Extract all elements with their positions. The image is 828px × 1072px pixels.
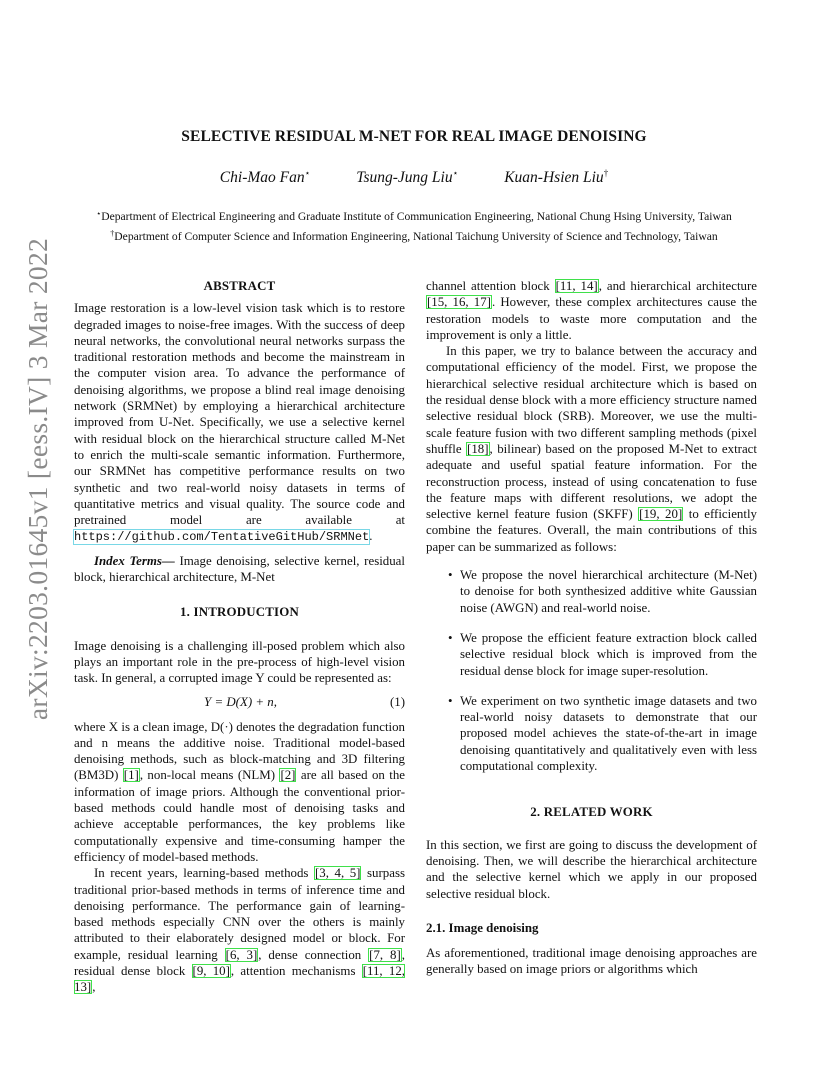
abstract-heading: ABSTRACT [203, 279, 276, 293]
equation-number: (1) [389, 695, 405, 710]
bullet-icon: • [448, 568, 453, 583]
right-column [426, 278, 757, 978]
bullet-icon: • [448, 693, 453, 708]
source-code-link[interactable]: https://github.com/TentativeGitHub/SRMNet [74, 530, 370, 545]
bullet-icon: • [448, 630, 453, 645]
author-list [0, 168, 828, 187]
citation-link[interactable]: [19, 20] [639, 507, 683, 522]
arxiv-identifier: arXiv:2203.01645v1 [eess.IV] 3 Mar 2022 [22, 237, 53, 721]
abstract-text: Image restoration is a low-level vision task which is to restore degraded images to noise-free images. With the success of deep neural networks, the convolutional neural networks surpass the traditional restoration methods and become the mainstream in the computer vision area. To advance the performance of denoising algorithms, we propose a blind real image denoising network (SRMNet) by employing a hierarchical architecture improved from U-Net. Specifically, we use a selective kernel with residual block on the hierarchical structure called M-Net to enrich the multi-scale semantic information. Furthermore, our SRMNet has competitive performance results on two synthetic and two real-world noisy datasets in terms of quantitative metrics and visual quality. The source code and pretrained model are available at https://github.com/TentativeGitHub/SRMNet. [74, 301, 405, 545]
citation-link[interactable]: [9, 10] [192, 963, 230, 978]
citation-link[interactable]: [3, 4, 5] [315, 866, 361, 881]
citation-link[interactable]: [1] [123, 768, 139, 783]
equation [74, 690, 405, 716]
contribution-list [426, 567, 757, 774]
intro-paragraph: Image denoising is a challenging ill-posed problem which also plays an important role in the pre-process of high-level vision task. In general, a corrupted image Y could be represented as: [74, 638, 405, 686]
affiliation: †Department of Computer Science and Information Engineering, National Taichung University of Science and Technology, Taiwan [110, 229, 718, 243]
list-item: • We propose the efficient feature extraction block called selective residual block which is improved from the residual dense block for image super-resolution. [448, 630, 757, 678]
author: Kuan-Hsien Liu† [504, 168, 609, 186]
list-item: • We experiment on two synthetic image datasets and two real-world noisy datasets to demonstrate that our proposed model achieves the state-of-the-art in image denoising quantitatively and qualitatively even with less computational complexity. [448, 693, 757, 774]
subsection-heading: 2.1. Image denoising [426, 920, 539, 935]
related-work-heading: 2. RELATED WORK [530, 805, 653, 820]
citation-link[interactable]: [6, 3] [225, 947, 258, 962]
citation-link[interactable]: [11, 12, 13] [74, 963, 406, 995]
citation-link[interactable]: [2] [280, 768, 296, 783]
left-column [74, 278, 405, 996]
equation-expression: Y = D(X) + n, [204, 695, 277, 710]
citation-link[interactable]: [7, 8] [369, 947, 401, 962]
body-paragraph: channel attention block [11, 14], and hierarchical architecture [15, 16, 17]. However, these complex architectures cause the restoration models to waste more computation and the improvement is only a little. [426, 279, 757, 342]
body-paragraph: As aforementioned, traditional image denoising approaches are generally based on image priors or algorithms which [426, 946, 757, 977]
body-paragraph: In this section, we first are going to discuss the development of denoising. Then, we will describe the hierarchical architecture and the selective kernel which we apply in our proposed selective residual block. [426, 837, 757, 901]
body-paragraph: In this paper, we try to balance between the accuracy and computational efficiency of the model. First, we propose the hierarchical selective residual architecture which is based on the residual dense block with a more efficiency structure named selective residual block (SRB). Moreover, we use the multi-scale feature fusion with two different sampling methods (pixel shuffle [18], bilinear) based on the proposed M-Net to extract adequate and useful spatial feature information. For the reconstruction process, instead of using concatenation to fuse the feature maps with different resolutions, we adopt the selective kernel feature fusion (SKFF) [19, 20] to efficiently combine the features. Overall, the main contributions of this paper can be summarized as follows: [426, 344, 757, 554]
citation-link[interactable]: [18] [467, 441, 489, 456]
author: Chi-Mao Fan⋆ [219, 168, 311, 186]
list-item: • We propose the novel hierarchical architecture (M-Net) to denoise for both synthesized additive white Gaussian noise (AWGN) and real-world noise. [448, 568, 757, 615]
author: Tsung-Jung Liu⋆ [356, 168, 459, 186]
index-terms: Index Terms— Image denoising, selective kernel, residual block, hierarchical architecture, M-Net [74, 553, 405, 585]
citation-link[interactable]: [15, 16, 17] [427, 295, 491, 310]
paper-title: SELECTIVE RESIDUAL M-NET FOR REAL IMAGE DENOISING [181, 128, 647, 145]
intro-paragraph: In recent years, learning-based methods [3, 4, 5] surpass traditional prior-based methods in terms of inference time and denoising performance. The performance gain of learning-based methods especially CNN over the others is mainly attributed to their elaborately designed model or block. For example, residual learning [6, 3], dense connection [7, 8], residual dense block [9, 10], attention mechanisms [11, 12, 13], [74, 866, 406, 995]
introduction-heading: 1. INTRODUCTION [179, 605, 300, 620]
citation-link[interactable]: [11, 14] [555, 279, 598, 293]
intro-paragraph: where X is a clean image, D(·) denotes the degradation function and n means the additive noise. Traditional model-based denoising methods, such as block-matching and 3D filtering (BM3D) [1], non-local means (NLM) [2] are all based on the information of image priors. Although the conventional prior-based methods could handle most of denoising tasks and achieve acceptable performances, the key problems like computationally expensive and time-consuming hamper the efficiency of model-based methods. [74, 719, 405, 864]
affiliation: ⋆Department of Electrical Engineering and Graduate Institute of Communication Engineering, National Chung Hsing University, Taiwan [96, 209, 732, 223]
